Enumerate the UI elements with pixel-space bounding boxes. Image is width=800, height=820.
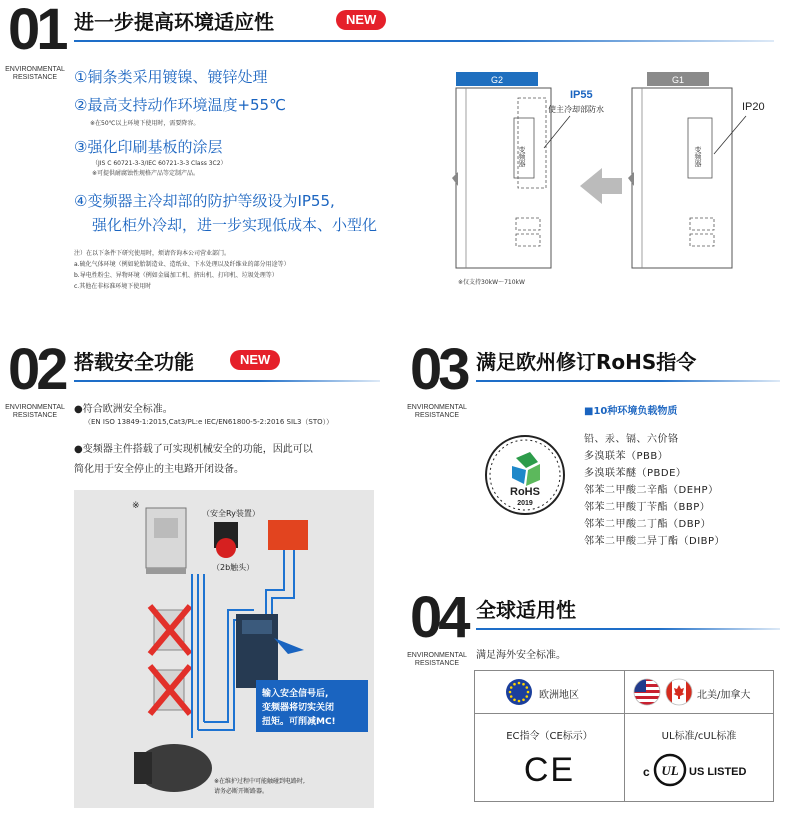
note-line-c: c.其他在非标准环境下使用时 — [74, 283, 152, 290]
s02-bullet-2b: 简化用于安全停止的主电路开闭设备。 — [74, 464, 244, 475]
callout-line-2: 变频器将切实关闭 — [262, 703, 335, 713]
new-badge: NEW — [336, 10, 386, 30]
ce-mark-icon: CE — [523, 751, 576, 789]
g2-inverter-label: 变频器 — [518, 146, 526, 167]
eu-flag-icon — [505, 678, 533, 706]
section-04-divider — [476, 628, 780, 630]
g1-cabinet — [632, 88, 732, 268]
cabinet-diagram — [452, 68, 782, 288]
std-eu-label: EC指令（CE标示） — [506, 731, 593, 742]
us-flag-icon — [633, 678, 661, 706]
std-na-label: UL标准/cUL标准 — [661, 731, 737, 742]
safety-wiring-svg — [74, 490, 374, 808]
g2-cabinet — [456, 88, 551, 268]
note-line-a: a.硫化气体环境（例如轮胎制造业、造纸业、下水处理以及纤维业的部分用途等） — [74, 261, 290, 268]
new-badge: NEW — [230, 350, 280, 370]
section-02-number: 02 — [8, 337, 65, 402]
rohs-year: 2019 — [517, 500, 533, 507]
temp-note: ※在50℃以上环境下使用时，需要降容。 — [90, 120, 200, 127]
safety-illustration — [74, 490, 374, 808]
footnote-line-2: 请务必断开断路器。 — [214, 788, 269, 795]
feature-item-1: ①铜条类采用镀镍、镀锌处理 — [74, 68, 268, 86]
g1-label: G1 — [671, 75, 685, 85]
feature-item-3: ③强化印刷基板的涂层 — [74, 138, 223, 156]
ip55-label: IP55 — [570, 89, 593, 101]
note-line-0: 注）在以下条件下研究使用时，烦请咨询本公司营业部门。 — [74, 250, 231, 257]
breaker-mark: ※ — [132, 501, 140, 511]
us-listed-text: US LISTED — [689, 766, 747, 778]
g2-label: G2 — [490, 75, 504, 85]
section-02-divider — [74, 380, 380, 382]
jis-note: （JIS C 60721-3-3/IEC 60721-3-3 Class 3C2） — [92, 160, 227, 167]
footnote-line-1: ※在维护过程中可能触碰到电路时, — [214, 778, 305, 785]
s02-standard: （EN ISO 13849-1:2015,Cat3/PL:e IEC/EN61800-5-2:2016 SIL3（STO）） — [84, 418, 334, 426]
diagram-caption: ※仅支持30kW～710kW — [458, 279, 525, 286]
table-divider-h — [475, 713, 773, 714]
substance-list-title: ■10种环境负载物质 — [584, 406, 678, 417]
ip20-label: IP20 — [742, 101, 765, 113]
callout-line-3: 扭矩。可削减MC! — [262, 717, 336, 727]
section-03-divider — [476, 380, 780, 382]
rohs-text: RoHS — [510, 486, 540, 498]
section-01-env-label: ENVIRONMENTAL RESISTANCE — [5, 66, 65, 81]
standards-table — [474, 670, 774, 802]
c-mark-text: c — [643, 765, 650, 779]
substance-4: 邻苯二甲酸丁苄酯（BBP） — [584, 502, 711, 513]
ul-mark-text: UL — [661, 763, 679, 778]
section-03-number: 03 — [410, 337, 467, 402]
relay-label: （安全Ry装置） — [202, 509, 260, 518]
section-01-divider — [74, 40, 774, 42]
section-04-title: 全球适用性 — [476, 598, 576, 622]
section-04-env-label: ENVIRONMENTAL RESISTANCE — [407, 652, 467, 667]
section-02-title: 搭载安全功能 — [74, 350, 194, 374]
section-01-title: 进一步提高环境适应性 — [74, 10, 274, 34]
region-eu-label: 欧洲地区 — [539, 690, 579, 701]
substance-3: 邻苯二甲酸二辛酯（DEHP） — [584, 485, 719, 496]
g1-inverter-label: 变频器 — [694, 146, 702, 167]
section-01-number: 01 — [8, 0, 65, 62]
left-arrow-icon — [580, 168, 622, 204]
section-03-env-label: ENVIRONMENTAL RESISTANCE — [407, 404, 467, 419]
s04-intro: 满足海外安全标准。 — [476, 650, 566, 661]
ip55-note: 使主冷却部防水 — [548, 105, 604, 114]
feature-item-4: ④变频器主冷却部的防护等级设为IP55, — [74, 192, 335, 210]
rohs-logo — [484, 434, 566, 516]
substance-2: 多溴联苯醚（PBDE） — [584, 468, 687, 479]
canada-flag-icon — [665, 678, 693, 706]
substance-6: 邻苯二甲酸二异丁酯（DIBP） — [584, 536, 726, 547]
s02-bullet-1: ●符合欧洲安全标准。 — [74, 404, 173, 415]
note-line-b: b.导电性粉尘、异物环境（例如金属加工机、挤出机、打印机、垃圾处理等） — [74, 272, 278, 279]
substance-1: 多溴联苯（PBB） — [584, 451, 669, 462]
feature-item-2: ②最高支持动作环境温度+55℃ — [74, 96, 286, 114]
estop-button-icon — [216, 538, 236, 558]
region-na-label: 北美/加拿大 — [697, 690, 751, 701]
s02-bullet-2a: ●变频器主件搭载了可实现机械安全的功能，因此可以 — [74, 444, 313, 455]
section-04-number: 04 — [410, 585, 467, 650]
coat-note: ※可提供耐腐蚀性规格产品等定制产品。 — [92, 170, 200, 177]
contact-label: （2b触头） — [212, 563, 255, 572]
feature-item-4-cont: 强化柜外冷却，进一步实现低成本、小型化 — [92, 216, 378, 234]
substance-5: 邻苯二甲酸二丁酯（DBP） — [584, 519, 712, 530]
ul-mark-icon — [653, 753, 687, 787]
section-03-title: 满足欧州修订RoHS指令 — [476, 350, 697, 374]
callout-line-1: 输入安全信号后, — [262, 689, 329, 699]
section-02-env-label: ENVIRONMENTAL RESISTANCE — [5, 404, 65, 419]
substance-0: 铅、汞、镉、六价铬 — [584, 434, 679, 445]
